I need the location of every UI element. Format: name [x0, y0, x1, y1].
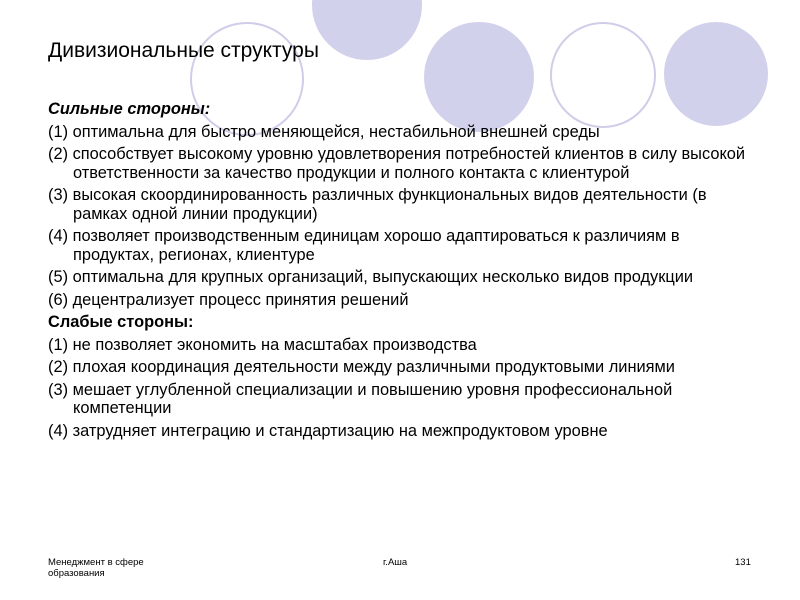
page-number: 131 — [735, 557, 751, 568]
weakness-item — [48, 336, 748, 355]
strength-item — [48, 227, 748, 264]
strength-item-number: (2) — [48, 145, 69, 163]
slide-title: Дивизиональные структуры — [48, 39, 319, 62]
strength-item — [48, 186, 748, 223]
strength-item — [48, 291, 748, 310]
weakness-item — [48, 422, 748, 441]
weakness-item-number: (3) — [48, 380, 69, 399]
weakness-item-number: (1) — [48, 335, 69, 354]
weakness-item-number: (4) — [48, 421, 69, 440]
strength-item-text: оптимальна для крупных организаций, выпускающих несколько видов продукции — [72, 268, 694, 286]
strengths-list — [48, 123, 748, 310]
decor-circle-1 — [312, 0, 422, 60]
weakness-item — [48, 381, 748, 418]
strength-item-number: (6) — [48, 290, 69, 309]
slide-content — [48, 100, 748, 444]
strength-item-text: децентрализует процесс принятия решений — [72, 290, 409, 309]
weakness-item-text: не позволяет экономить на масштабах производства — [72, 335, 477, 354]
strength-item-number: (3) — [48, 186, 69, 204]
weakness-item-text: мешает углубленной специализации и повышению уровня профессиональной компетенции — [72, 380, 673, 417]
strength-item-number: (4) — [48, 227, 69, 245]
weakness-item-number: (2) — [48, 358, 69, 376]
strength-item-number: (5) — [48, 268, 69, 286]
strength-item-text: высокая скоординированность различных функциональных видов деятельности (в рамках одной линии продукции) — [72, 186, 707, 223]
strength-item — [48, 145, 748, 182]
strengths-heading: Сильные стороны: — [48, 100, 211, 118]
footer-city: г.Аша — [383, 557, 408, 568]
strength-item-text: оптимальна для быстро меняющейся, нестабильной внешней среды — [72, 122, 600, 141]
strength-item-text: способствует высокому уровню удовлетворения потребностей клиентов в силу высокой ответственности за качество продукции и полного контакта с клиентурой — [72, 145, 746, 182]
strength-item-text: позволяет производственным единицам хорошо адаптироваться к различиям в продуктах, регионах, клиентуре — [72, 227, 680, 264]
strength-item-number: (1) — [48, 122, 69, 141]
strength-item — [48, 268, 748, 287]
weakness-item-text: плохая координация деятельности между различными продуктовыми линиями — [72, 358, 675, 376]
weakness-item-text: затрудняет интеграцию и стандартизацию на межпродуктовом уровне — [72, 421, 608, 440]
weaknesses-heading: Слабые стороны: — [48, 313, 194, 331]
footer-course: Менеджмент в сфере образования — [48, 557, 144, 579]
weakness-item — [48, 358, 748, 377]
weaknesses-list — [48, 336, 748, 441]
strength-item — [48, 123, 748, 142]
